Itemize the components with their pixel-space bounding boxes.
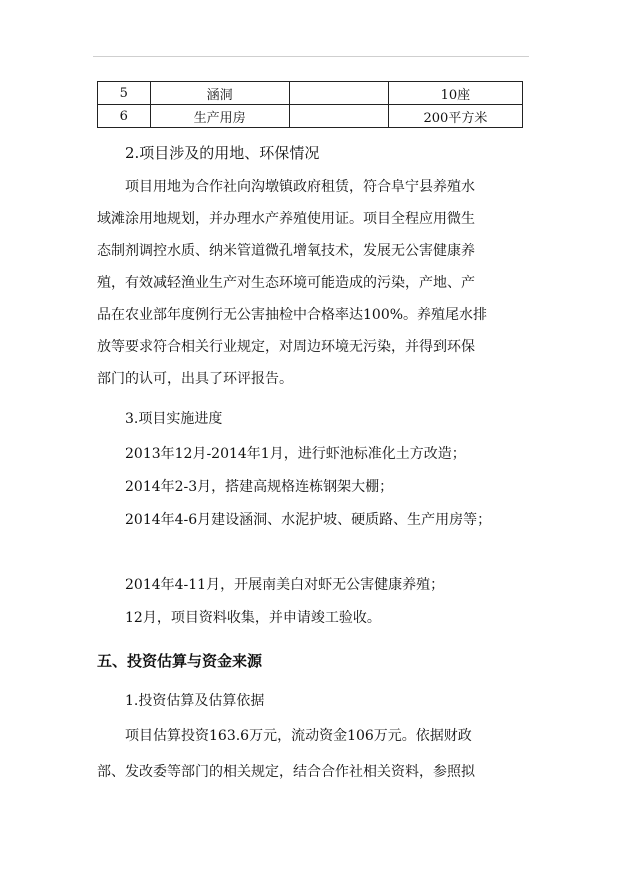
item-name: 涵洞 bbox=[150, 82, 289, 105]
schedule-line: 2013年12月-2014年1月，进行虾池标准化土方改造； bbox=[125, 446, 466, 462]
construction-table bbox=[97, 81, 523, 128]
paragraph-line: 部门的认可，出具了环评报告。 bbox=[97, 371, 293, 387]
schedule-line: 2014年4-6月建设涵洞、水泥护坡、硬质路、生产用房等； bbox=[125, 512, 492, 528]
schedule-line: 12月，项目资料收集，并申请竣工验收。 bbox=[125, 610, 381, 626]
paragraph-line: 项目估算投资163.6万元，流动资金106万元。依据财政 bbox=[125, 728, 472, 744]
row-number: 5 bbox=[98, 82, 151, 105]
section-3-title: 3.项目实施进度 bbox=[125, 411, 223, 427]
paragraph-line: 域滩涂用地规划，并办理水产养殖使用证。项目全程应用微生 bbox=[97, 211, 475, 227]
schedule-line: 2014年4-11月，开展南美白对虾无公害健康养殖； bbox=[125, 577, 445, 593]
chapter-5-title: 五、投资估算与资金来源 bbox=[97, 652, 263, 670]
paragraph-line: 部、发改委等部门的相关规定，结合合作社相关资料，参照拟 bbox=[97, 764, 475, 780]
table-row bbox=[98, 82, 523, 105]
paragraph-line: 态制剂调控水质、纳米管道微孔增氧技术，发展无公害健康养 bbox=[97, 243, 475, 259]
paragraph-line: 放等要求符合相关行业规定，对周边环境无污染，并得到环保 bbox=[97, 339, 475, 355]
item-spec bbox=[289, 105, 388, 128]
paragraph-line: 殖，有效减轻渔业生产对生态环境可能造成的污染，产地、产 bbox=[97, 275, 475, 291]
paragraph-line: 项目用地为合作社向沟墩镇政府租赁，符合阜宁县养殖水 bbox=[125, 179, 475, 195]
paragraph-line: 品在农业部年度例行无公害抽检中合格率达100%。养殖尾水排 bbox=[97, 307, 488, 323]
item-name: 生产用房 bbox=[150, 105, 289, 128]
item-quantity: 200平方米 bbox=[388, 105, 522, 128]
chapter-5-subtitle: 1.投资估算及估算依据 bbox=[125, 693, 265, 709]
item-quantity: 10座 bbox=[388, 82, 522, 105]
page-header-rule bbox=[93, 56, 529, 57]
row-number: 6 bbox=[98, 105, 151, 128]
schedule-line: 2014年2-3月，搭建高规格连栋钢架大棚； bbox=[125, 479, 394, 495]
item-spec bbox=[289, 82, 388, 105]
section-2-title: 2.项目涉及的用地、环保情况 bbox=[125, 144, 320, 162]
table-row bbox=[98, 105, 523, 128]
